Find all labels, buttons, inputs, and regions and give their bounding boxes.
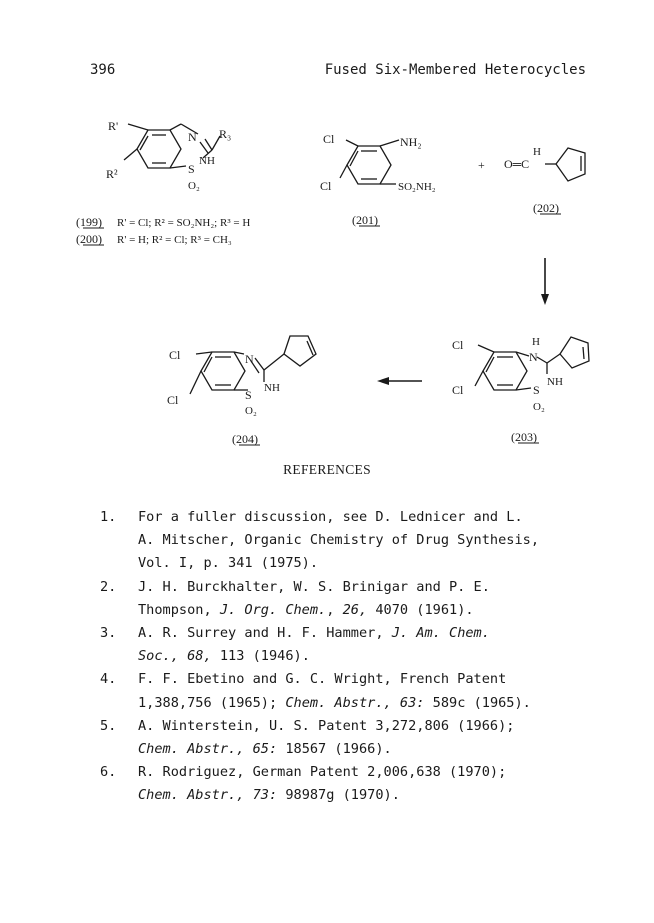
atom-label-cl-203b: Cl [452, 383, 464, 397]
reference-number: 5. [100, 717, 117, 734]
atom-label-h-203: H [532, 336, 540, 348]
structure-204 [167, 336, 316, 417]
atom-label-cl-204a: Cl [169, 348, 181, 362]
reference-number: 1. [100, 509, 117, 525]
reference-item [100, 715, 600, 761]
atom-label-r2: R² [106, 167, 118, 181]
reference-text: R. Rodriguez, German Patent 2,006,638 (1970); [138, 764, 507, 781]
atom-label-nh2: NH₂ [400, 135, 422, 149]
reference-number: 2. [100, 578, 117, 595]
atom-label-r1: R' [108, 119, 119, 133]
reaction-arrow-left [377, 377, 422, 385]
reference-line [138, 761, 600, 784]
reference-line [138, 622, 600, 645]
reference-line [138, 692, 600, 715]
atom-label-o2-204: O₂ [245, 405, 257, 417]
reference-citation-italic: Soc., 68, [138, 648, 212, 665]
reference-text: 589c (1965). [424, 694, 531, 711]
references-heading: REFERENCES [283, 462, 371, 477]
reference-item [100, 506, 600, 576]
compound-199-definition: R' = Cl; R² = SO₂NH₂; R³ = H [117, 217, 251, 229]
compound-label-204: (204) [232, 432, 258, 446]
reference-citation-italic: J. Org. Chem. [219, 601, 327, 618]
atom-label-s-204: S [245, 388, 252, 402]
atom-label-n-203: N [529, 350, 538, 364]
structure-199-200 [106, 119, 231, 192]
reference-citation-italic: Chem. Abstr., 65: [138, 741, 278, 758]
atom-label-n: N [188, 130, 197, 144]
atom-label-n-204: N [245, 352, 254, 366]
reference-text: 98987g (1970). [277, 787, 400, 804]
atom-label-so2nh2: SO₂NH₂ [398, 181, 436, 193]
atom-label-cl-201b: Cl [320, 179, 332, 193]
reference-item [100, 622, 600, 668]
reference-text: Vol. I, p. 341 (1975). [138, 555, 319, 572]
atom-label-nh: NH [199, 155, 215, 167]
reference-line [138, 715, 600, 738]
reference-line [138, 506, 600, 529]
atom-label-cl-203a: Cl [452, 338, 464, 352]
reference-text: 4070 (1961). [367, 601, 474, 618]
reaction-arrow-down [541, 258, 549, 305]
atom-label-nh-204: NH [264, 382, 280, 394]
reference-item [100, 576, 600, 622]
reference-text: 113 (1946). [211, 648, 310, 665]
structure-201 [320, 132, 436, 193]
structure-203 [452, 336, 589, 413]
reaction-scheme [0, 0, 654, 460]
reference-line [138, 599, 600, 622]
atom-label-s-203: S [533, 383, 540, 397]
page-number: 396 [90, 62, 116, 78]
reference-text: For a fuller discussion, see D. Lednicer and L. [138, 509, 523, 525]
references-list [100, 506, 600, 808]
reference-citation-italic: Chem. Abstr., 73: [138, 787, 278, 804]
compound-label-200: (200) [76, 232, 102, 246]
atom-label-o-eq-c: O═C [504, 157, 530, 171]
atom-label-o2-203: O₂ [533, 401, 545, 413]
reference-text: Thompson, [138, 601, 220, 618]
reference-line [138, 576, 600, 599]
compound-label-202: (202) [533, 201, 559, 215]
reference-text: 18567 (1966). [277, 741, 392, 758]
compound-label-203: (203) [511, 430, 537, 444]
reference-citation-italic: J. Am. Chem. [391, 625, 490, 642]
reference-citation-italic: 26, [342, 601, 368, 618]
running-head: Fused Six-Membered Heterocycles [324, 62, 586, 78]
compound-label-201: (201) [352, 213, 378, 227]
reference-text: A. Mitscher, Organic Chemistry of Drug Synthesis, [138, 532, 540, 549]
reference-line [138, 552, 600, 575]
structure-202 [504, 146, 585, 181]
atom-label-nh-203: NH [547, 376, 563, 388]
reference-number: 4. [100, 671, 117, 688]
compound-label-199: (199) [76, 215, 102, 229]
reference-line [138, 529, 600, 552]
atom-label-h-202: H [533, 146, 541, 158]
reference-text: 1,388,756 (1965); [138, 694, 286, 711]
atom-label-cl-204b: Cl [167, 393, 179, 407]
plus-sign: + [478, 158, 485, 172]
reference-line [138, 784, 600, 807]
atom-label-s: S [188, 162, 195, 176]
reference-line [138, 668, 600, 691]
reference-item [100, 761, 600, 807]
reference-item [100, 668, 600, 714]
reference-text: J. H. Burckhalter, W. S. Brinigar and P. E. [138, 578, 490, 595]
reference-text: F. F. Ebetino and G. C. Wright, French Patent [138, 671, 507, 688]
atom-label-cl-201a: Cl [323, 132, 335, 146]
reference-citation-italic: Chem. Abstr., 63: [285, 694, 425, 711]
atom-label-o2: O₂ [188, 180, 200, 192]
compound-200-definition: R' = H; R² = Cl; R³ = CH₃ [117, 234, 232, 246]
reference-line [138, 738, 600, 761]
reference-text: , [326, 601, 343, 618]
reference-number: 3. [100, 625, 117, 642]
reference-text: A. R. Surrey and H. F. Hammer, [138, 625, 392, 642]
reference-number: 6. [100, 764, 117, 781]
reference-text: A. Winterstein, U. S. Patent 3,272,806 (1966); [138, 717, 515, 734]
atom-label-r3: R₃ [219, 127, 232, 141]
reference-line [138, 645, 600, 668]
